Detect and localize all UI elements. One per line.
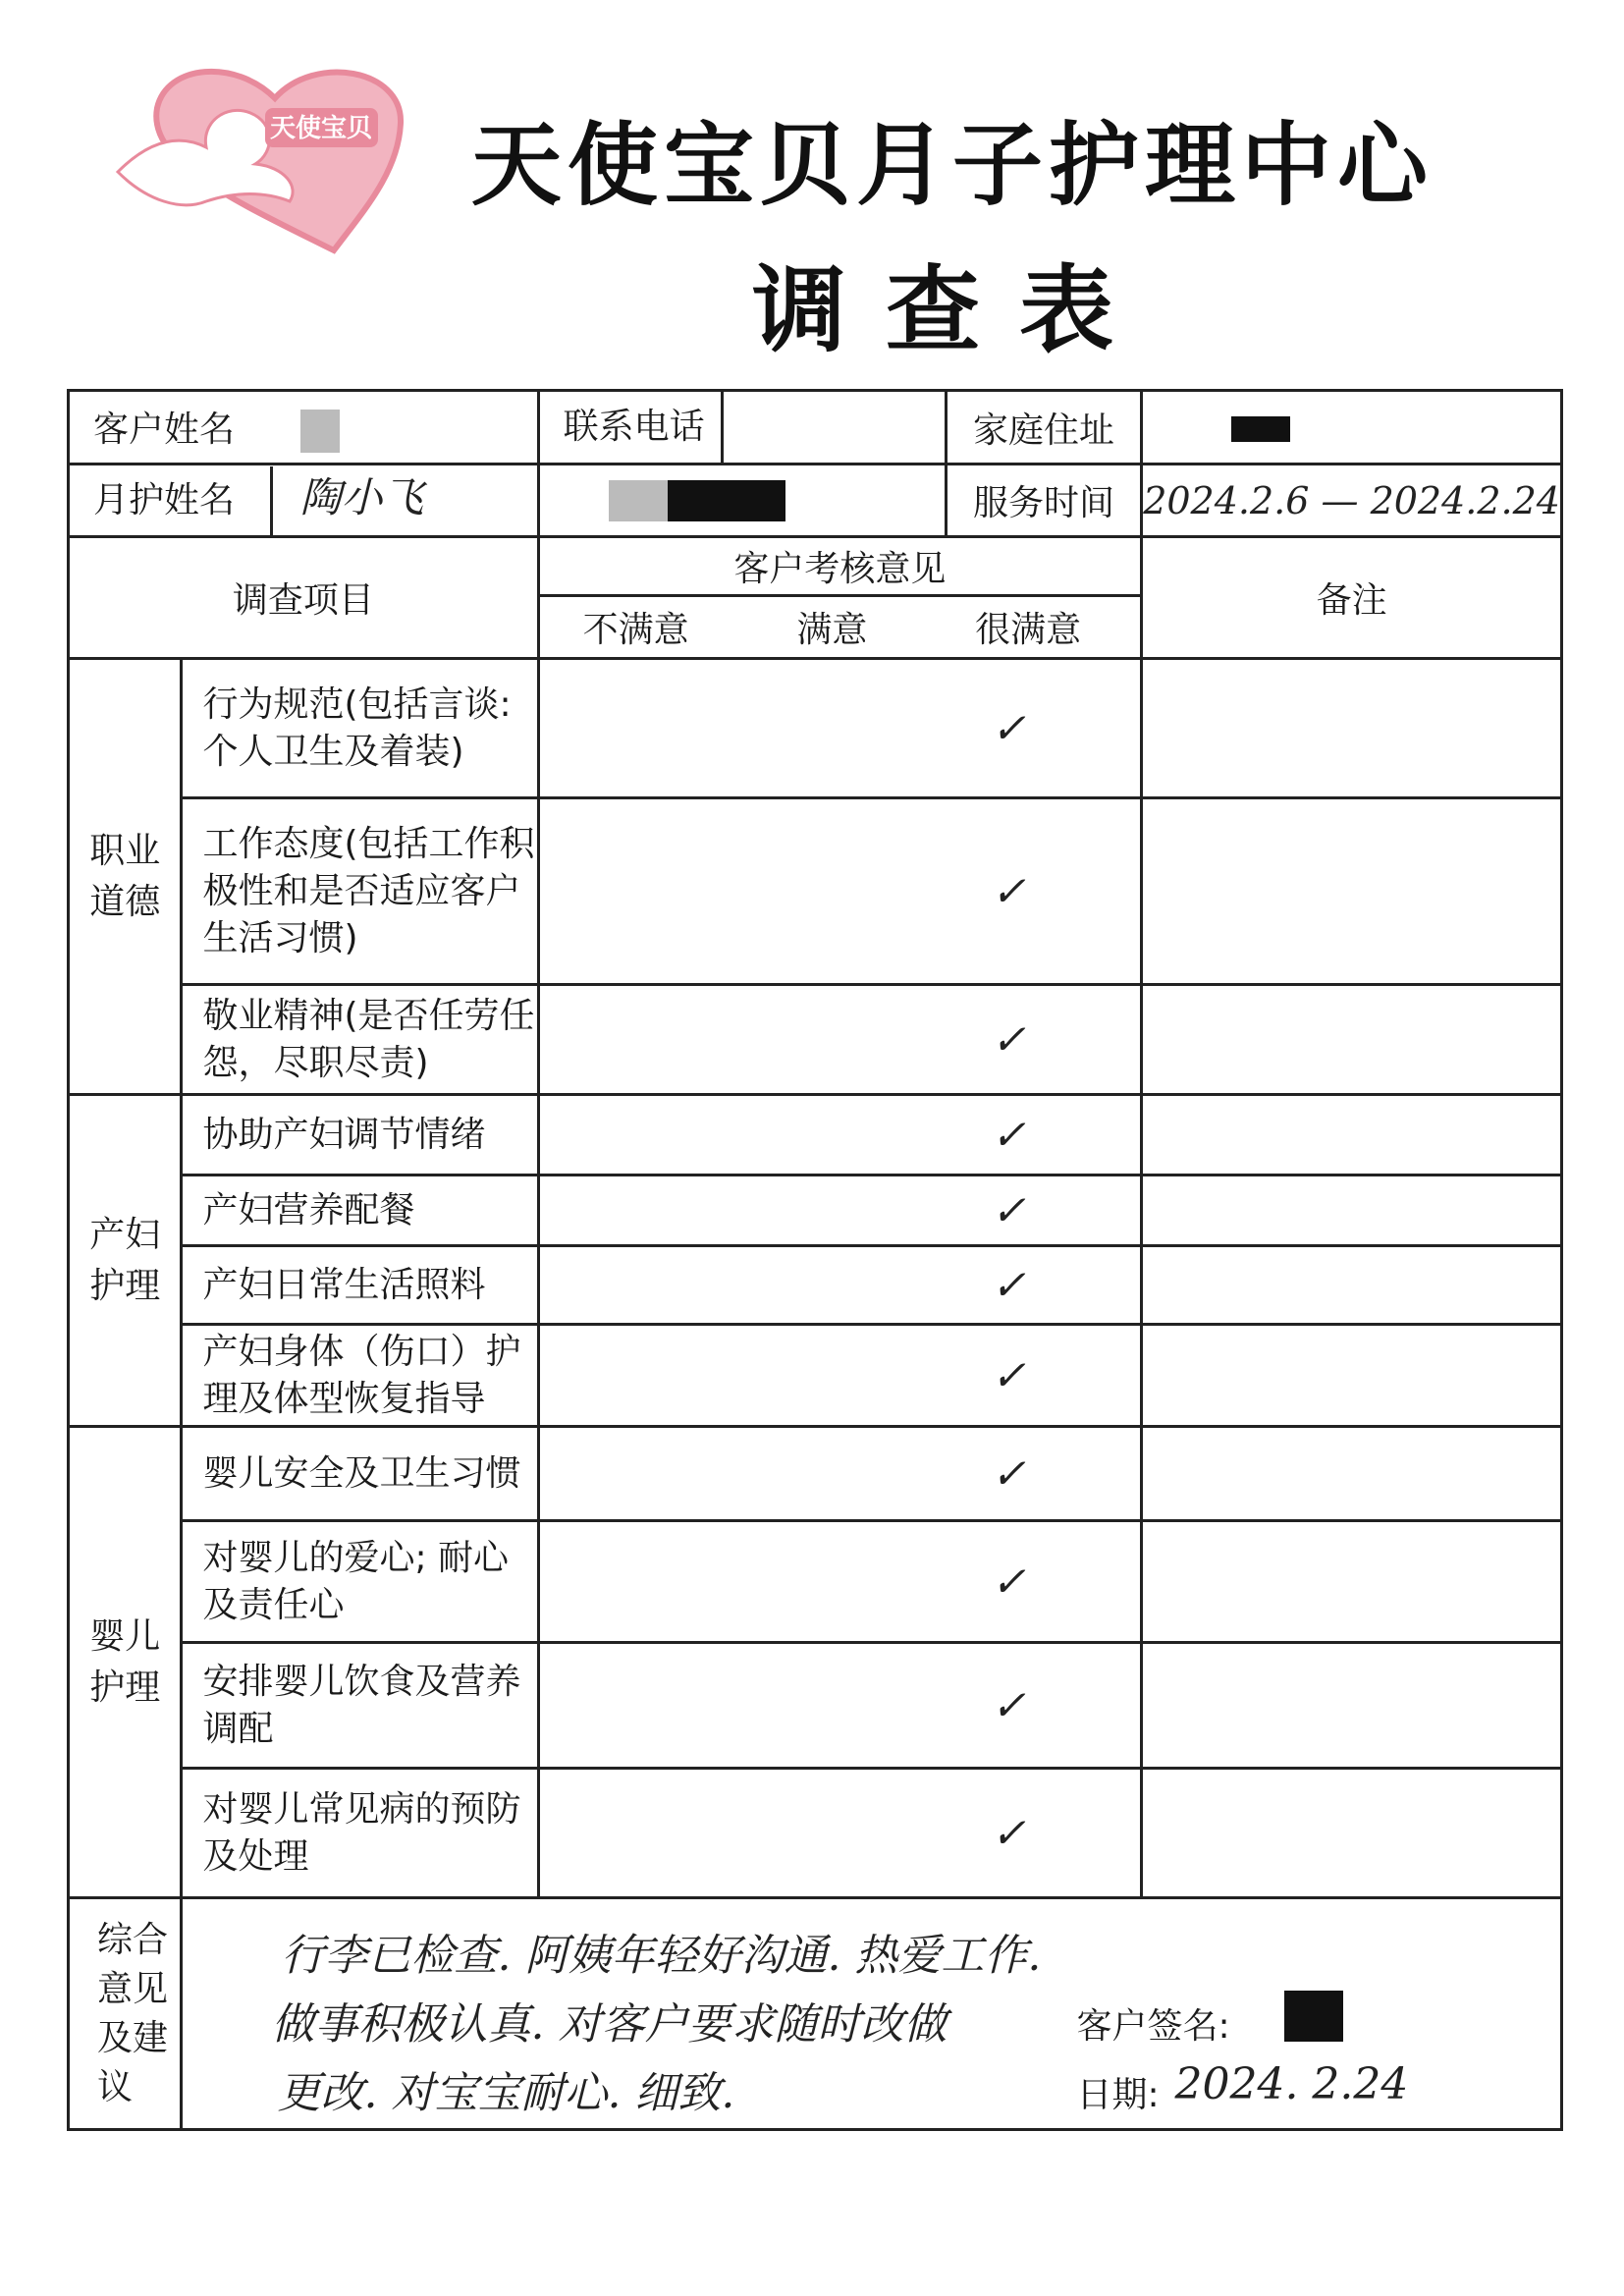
table-row — [69, 1095, 1562, 1175]
date-value: 2024. 2.24 — [1174, 2058, 1409, 2109]
remarks-cell — [1142, 798, 1562, 985]
summary-label-cell: 综合 意见 及建 议 — [69, 1898, 182, 2130]
remarks-cell — [1142, 1325, 1562, 1427]
date-label: 日期: — [1076, 2074, 1160, 2115]
check-mark: ✓ — [991, 1186, 1026, 1234]
info-row-1 — [69, 391, 1562, 465]
survey-item-label: 产妇身体（伤口）护 理及体型恢复指导 — [182, 1325, 538, 1427]
rating-cell — [538, 1427, 1142, 1521]
customer-name-cell — [69, 391, 539, 465]
page-title: 天使宝贝月子护理中心 — [470, 113, 1434, 218]
rating-cell — [538, 1175, 1142, 1246]
info-row-2 — [69, 465, 1562, 537]
survey-item-label: 对婴儿的爱心; 耐心 及责任心 — [182, 1521, 538, 1643]
rating-cell — [538, 1325, 1142, 1427]
phone-label: 联系电话 — [540, 392, 724, 463]
svg-text:天使宝贝: 天使宝贝 — [269, 114, 373, 143]
table-header-row-1 — [69, 537, 1562, 596]
service-time-label: 服务时间 — [946, 465, 1141, 537]
rating-cell — [538, 1246, 1142, 1325]
service-time-value: 2024.2.6 — 2024.2.24 — [1142, 465, 1562, 537]
redacted-nurse-phone-1 — [609, 480, 668, 521]
category-cell: 职业 道德 — [69, 659, 182, 1095]
remarks-header: 备注 — [1142, 537, 1562, 659]
rating-cell — [538, 1769, 1142, 1898]
customer-name-label: 客户姓名 — [93, 410, 236, 450]
unsatisfied-header: 不满意 — [582, 610, 689, 650]
table-row — [69, 1769, 1562, 1898]
survey-item-label: 行为规范(包括言谈: 个人卫生及着装) — [182, 659, 538, 798]
remarks-cell — [1142, 1246, 1562, 1325]
remarks-cell — [1142, 659, 1562, 798]
table-row — [69, 985, 1562, 1095]
table-row — [69, 1246, 1562, 1325]
survey-item-header: 调查项目 — [69, 537, 539, 659]
rating-cell — [538, 659, 1142, 798]
survey-item-label: 工作态度(包括工作积 极性和是否适应客户 生活习惯) — [182, 798, 538, 985]
nurse-name-label: 月护姓名 — [70, 466, 273, 535]
address-label: 家庭住址 — [946, 391, 1141, 465]
address-value-cell — [1142, 391, 1562, 465]
check-mark: ✓ — [991, 1681, 1026, 1729]
redacted-address — [1231, 416, 1290, 442]
summary-content-cell — [182, 1898, 1562, 2130]
survey-item-label: 产妇营养配餐 — [182, 1175, 538, 1246]
table-row — [69, 1643, 1562, 1769]
remarks-cell — [1142, 1643, 1562, 1769]
table-row — [69, 659, 1562, 798]
table-row — [69, 1427, 1562, 1521]
page-subtitle: 调查表 — [752, 255, 1153, 365]
survey-item-label: 产妇日常生活照料 — [182, 1246, 538, 1325]
table-row — [69, 798, 1562, 985]
table-row — [69, 1521, 1562, 1643]
category-cell: 婴儿 护理 — [69, 1427, 182, 1898]
rating-cell — [538, 1521, 1142, 1643]
rating-cell — [538, 985, 1142, 1095]
survey-item-label: 安排婴儿饮食及营养 调配 — [182, 1643, 538, 1769]
signature-label: 客户签名: — [1076, 2005, 1230, 2047]
redacted-signature — [1284, 1991, 1343, 2042]
rating-cell — [538, 1643, 1142, 1769]
survey-item-label: 对婴儿常见病的预防 及处理 — [182, 1769, 538, 1898]
phone-cell — [538, 391, 946, 465]
survey-item-label: 婴儿安全及卫生习惯 — [182, 1427, 538, 1521]
survey-item-label: 敬业精神(是否任劳任 怨，尽职尽责) — [182, 985, 538, 1095]
remarks-cell — [1142, 985, 1562, 1095]
rating-cell — [538, 1095, 1142, 1175]
summary-comment-line-2: 做事积极认真. 对客户要求随时改做 — [271, 1998, 947, 2050]
remarks-cell — [1142, 1427, 1562, 1521]
opinion-header: 客户考核意见 — [538, 537, 1142, 596]
survey-table — [67, 389, 1563, 2131]
table-row — [69, 1175, 1562, 1246]
category-cell: 产妇 护理 — [69, 1095, 182, 1427]
check-mark: ✓ — [991, 867, 1026, 915]
nurse-phone-cell — [538, 465, 946, 537]
nurse-name-value: 陶小飞 — [299, 473, 424, 521]
remarks-cell — [1142, 1769, 1562, 1898]
remarks-cell — [1142, 1095, 1562, 1175]
rating-cell — [538, 798, 1142, 985]
satisfied-header: 满意 — [796, 610, 868, 650]
rating-header-cell — [538, 596, 1142, 659]
check-mark: ✓ — [991, 1558, 1026, 1606]
check-mark: ✓ — [991, 1261, 1026, 1309]
redacted-customer-name — [300, 410, 340, 453]
remarks-cell — [1142, 1175, 1562, 1246]
remarks-cell — [1142, 1521, 1562, 1643]
survey-item-label: 协助产妇调节情绪 — [182, 1095, 538, 1175]
summary-row — [69, 1898, 1562, 2130]
check-mark: ✓ — [991, 1015, 1026, 1064]
check-mark: ✓ — [991, 704, 1026, 752]
very-satisfied-header: 很满意 — [975, 610, 1082, 650]
nurse-name-cell — [69, 465, 539, 537]
check-mark: ✓ — [991, 1111, 1026, 1159]
check-mark: ✓ — [991, 1449, 1026, 1498]
check-mark: ✓ — [991, 1351, 1026, 1399]
summary-comment-line-1: 行李已检查. 阿姨年轻好沟通. 热爱工作. — [281, 1930, 1042, 1981]
summary-comment-line-3: 更改. 对宝宝耐心. 细致. — [277, 2067, 735, 2118]
company-logo — [88, 54, 412, 260]
table-row — [69, 1325, 1562, 1427]
redacted-nurse-phone-2 — [668, 480, 785, 521]
check-mark: ✓ — [991, 1809, 1026, 1857]
